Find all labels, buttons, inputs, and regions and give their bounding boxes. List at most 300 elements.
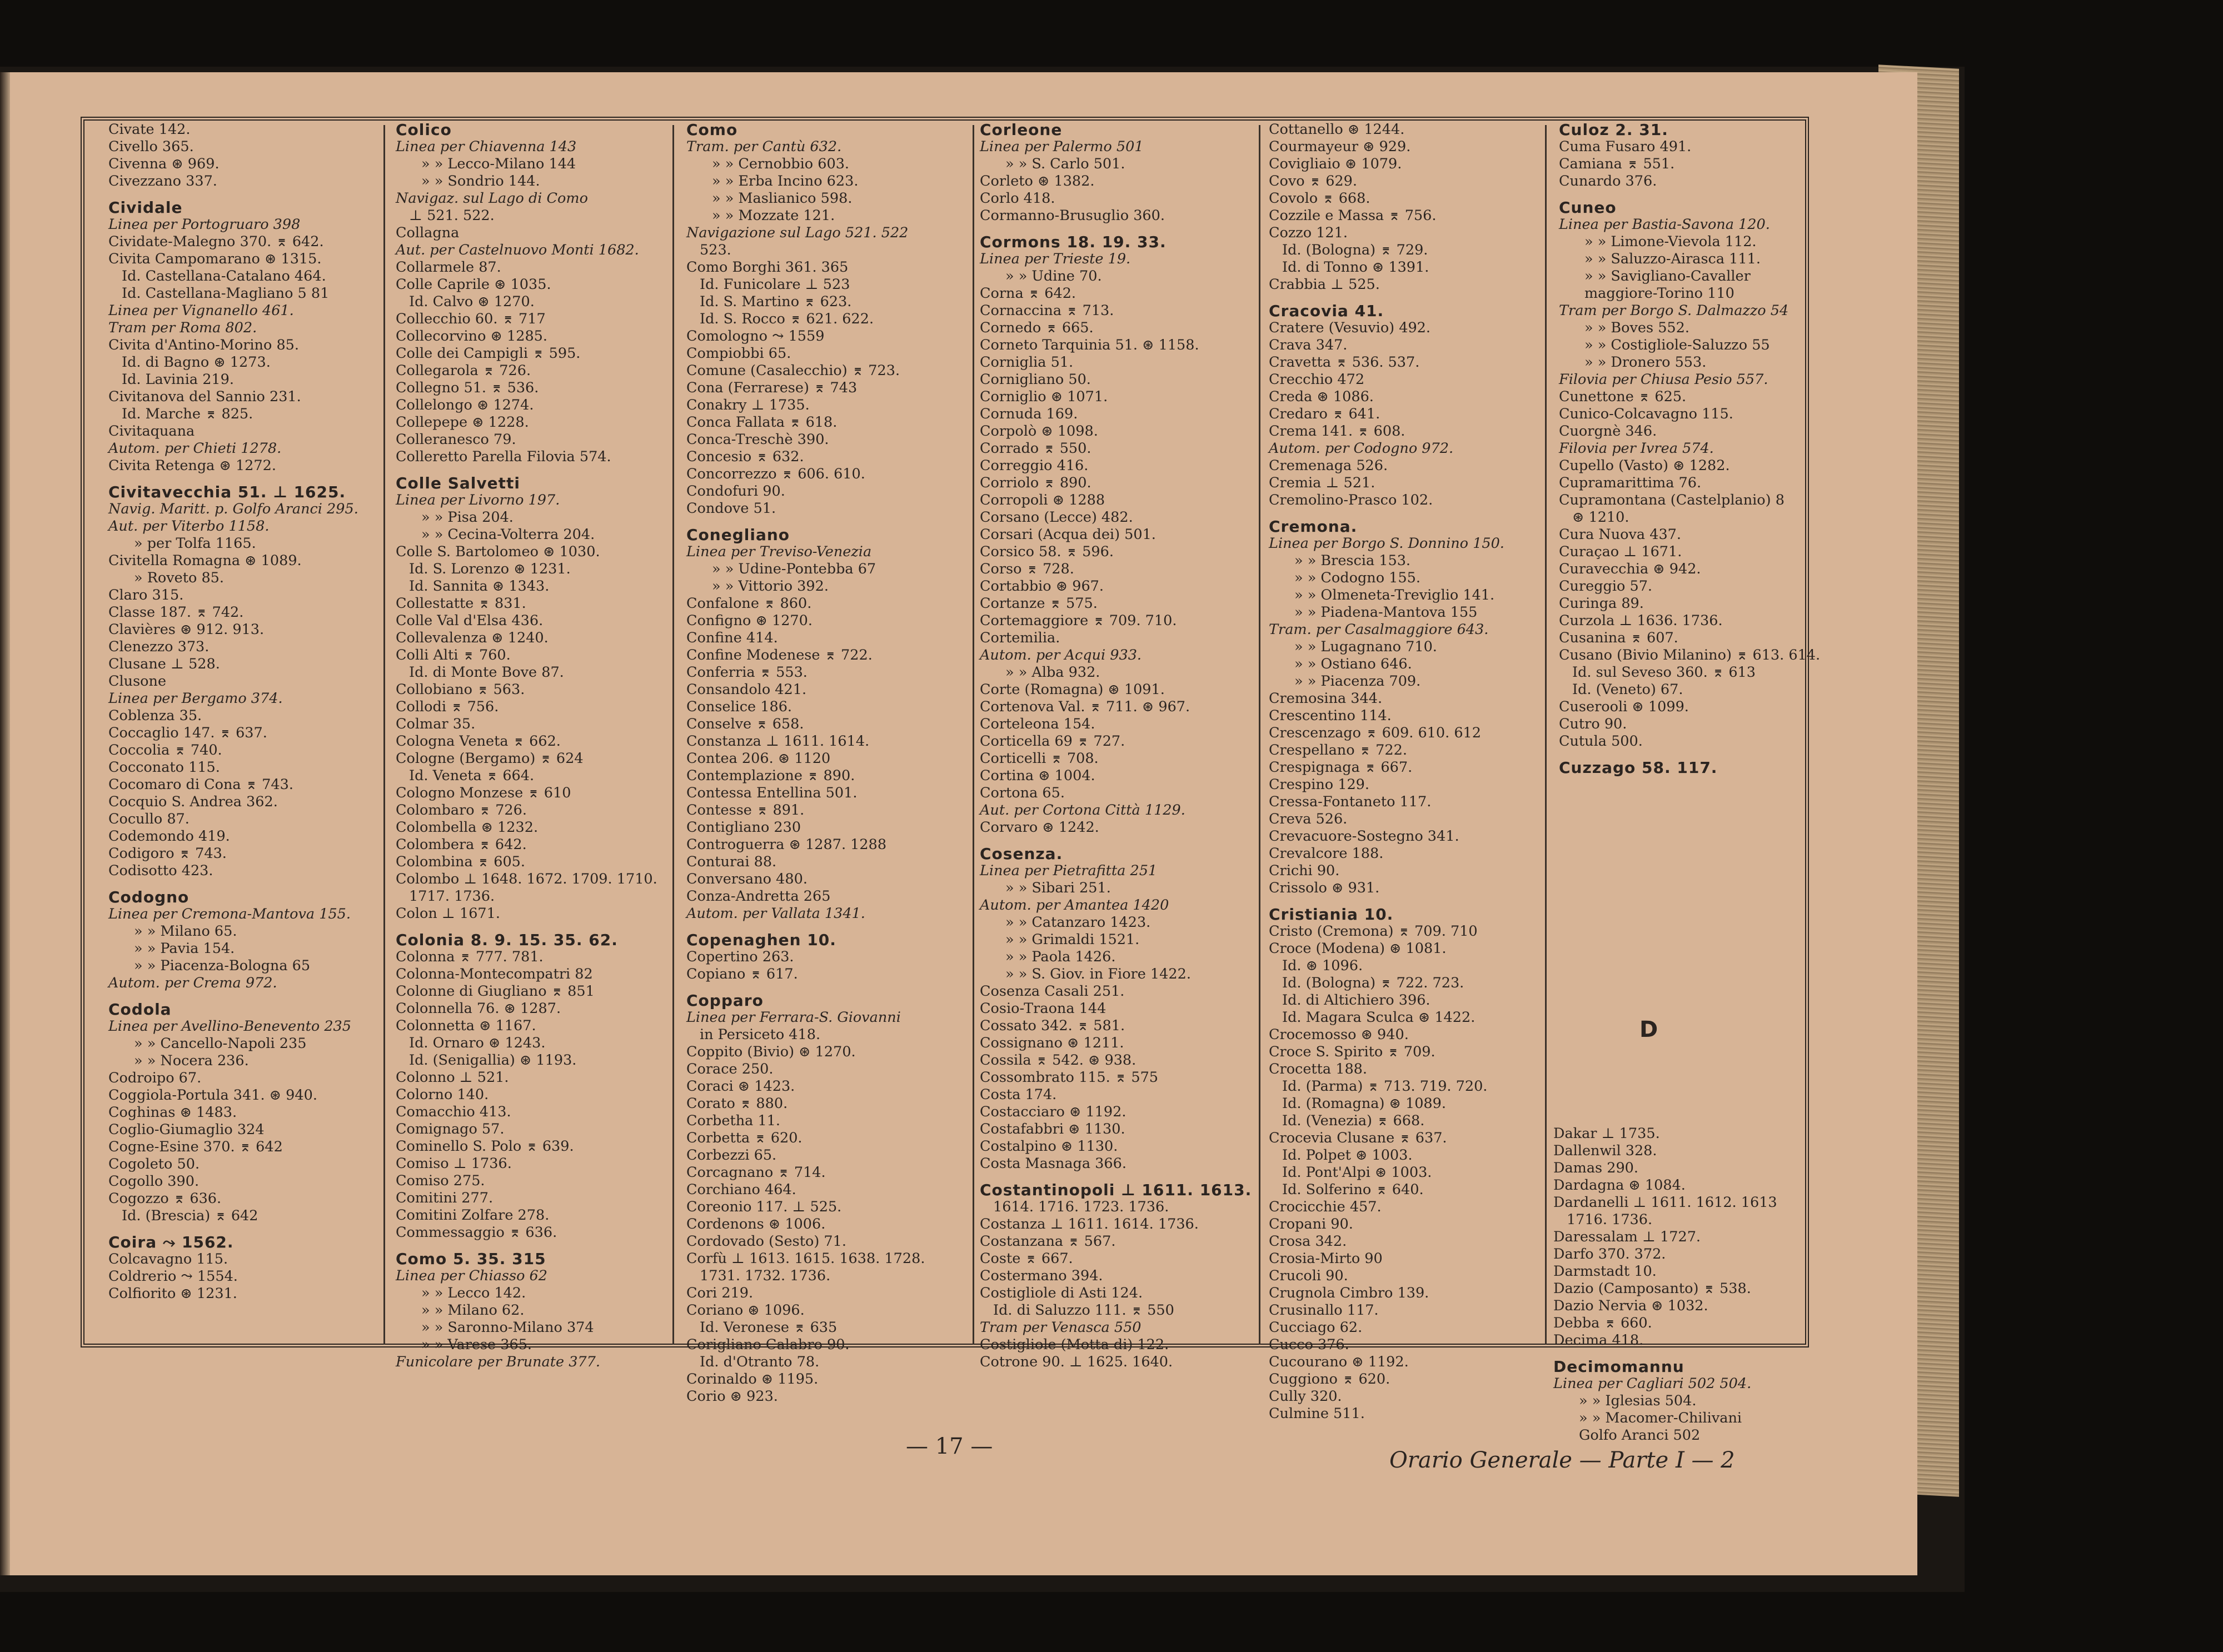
index-entry: Cornuda 169. (980, 406, 1078, 422)
index-entry: Covo ⌆ 629. (1269, 173, 1357, 189)
index-entry: Crugnola Cimbro 139. (1269, 1285, 1429, 1301)
index-entry: Colmar 35. (396, 716, 476, 732)
index-entry: Corbezzi 65. (686, 1147, 777, 1164)
index-entry: Cortemaggiore ⌆ 709. 710. (980, 612, 1177, 629)
index-entry: Civitanova del Sannio 231. (108, 388, 301, 405)
index-entry: Corato ⌆ 880. (686, 1095, 788, 1112)
index-entry: Corticella 69 ⌆ 727. (980, 733, 1125, 750)
index-entry: Id. (Senigallia) ⊛ 1193. (409, 1052, 577, 1069)
index-entry: Corpolò ⊛ 1098. (980, 423, 1098, 440)
index-entry: Autom. per Crema 972. (108, 975, 277, 991)
index-entry: Tram per Roma 802. (108, 320, 257, 336)
index-entry: Cravetta ⌆ 536. 537. (1269, 354, 1420, 371)
index-entry: ⊛ 1210. (1572, 509, 1629, 526)
index-entry: Corriolo ⌆ 890. (980, 475, 1091, 491)
index-entry: Id. (Bologna) ⌆ 729. (1282, 242, 1428, 258)
index-entry: Id. Castellana-Catalano 464. (122, 268, 326, 285)
index-entry: Cocomaro di Cona ⌆ 743. (108, 776, 293, 793)
index-entry: Comiso ⊥ 1736. (396, 1155, 512, 1172)
index-entry: Comiso 275. (396, 1172, 485, 1189)
index-entry: Cunettone ⌆ 625. (1559, 388, 1687, 405)
index-entry: 1717. 1736. (409, 888, 495, 905)
index-entry: Classe 187. ⌆ 742. (108, 604, 244, 621)
index-entry: » » Saronno-Milano 374 (421, 1319, 594, 1336)
index-entry: Comitini Zolfare 278. (396, 1207, 550, 1224)
index-entry: » » Piacenza 709. (1294, 673, 1421, 690)
index-entry: Copertino 263. (686, 949, 794, 965)
index-entry: Aut. per Cortona Città 1129. (980, 802, 1185, 818)
index-entry: Cucciago 62. (1269, 1319, 1363, 1336)
index-entry: Constanza ⊥ 1611. 1614. (686, 733, 870, 750)
index-entry: Contigliano 230 (686, 819, 801, 836)
index-entry: Corniglia 51. (980, 354, 1074, 371)
index-entry: Cortina ⊛ 1004. (980, 767, 1095, 784)
index-entry: Crosa 342. (1269, 1233, 1347, 1250)
index-entry: Contessa Entellina 501. (686, 785, 858, 801)
index-entry: Cossato 342. ⌆ 581. (980, 1017, 1125, 1034)
index-entry: Covigliaio ⊛ 1079. (1269, 156, 1402, 172)
index-entry: » » Macomer-Chilivani (1579, 1410, 1742, 1426)
index-entry: Conversano 480. (686, 871, 808, 887)
index-entry: Linea per Pietrafitta 251 (980, 862, 1158, 879)
index-entry: » » Codogno 155. (1294, 570, 1420, 586)
index-column-6 (1559, 121, 1820, 821)
index-entry: Crescentino 114. (1269, 707, 1392, 724)
index-entry: Collagna (396, 224, 460, 241)
index-heading: Cuzzago 58. 117. (1559, 758, 1718, 777)
index-entry: Corlo 418. (980, 190, 1055, 207)
index-entry: Linea per Cremona-Mantova 155. (108, 906, 351, 922)
index-entry: » » Cecina-Volterra 204. (421, 526, 595, 543)
index-entry: Contea 206. ⊛ 1120 (686, 750, 831, 767)
index-entry: Costacciaro ⊛ 1192. (980, 1104, 1127, 1120)
index-entry: » » Limone-Vievola 112. (1584, 233, 1757, 250)
index-entry: Linea per Avellino-Benevento 235 (108, 1018, 351, 1035)
index-entry: Dakar ⊥ 1735. (1553, 1125, 1660, 1142)
index-entry: Cremosina 344. (1269, 690, 1383, 707)
index-heading: Copparo (686, 991, 764, 1010)
index-entry: Cormanno-Brusuglio 360. (980, 207, 1165, 224)
index-entry: Corrado ⌆ 550. (980, 440, 1091, 457)
index-entry: Colle Val d'Elsa 436. (396, 612, 544, 629)
index-entry: Collobiano ⌆ 563. (396, 681, 525, 698)
index-heading: Civitavecchia 51. ⊥ 1625. (108, 483, 346, 501)
index-entry: » » Piadena-Mantova 155 (1294, 604, 1478, 621)
index-entry: Colleretto Parella Filovia 574. (396, 448, 611, 465)
index-entry: Cropani 90. (1269, 1216, 1353, 1232)
index-entry: Colleranesco 79. (396, 431, 516, 448)
index-entry: Colonna-Montecompatri 82 (396, 966, 593, 982)
index-entry: Cottanello ⊛ 1244. (1269, 121, 1405, 138)
index-entry: Colon ⊥ 1671. (396, 905, 500, 922)
index-entry: Decima 418. (1553, 1332, 1644, 1349)
index-entry: Damas 290. (1553, 1160, 1638, 1176)
index-entry: » » Milano 62. (421, 1302, 525, 1319)
index-entry: Corsari (Acqua dei) 501. (980, 526, 1156, 543)
index-entry: » » S. Carlo 501. (1005, 156, 1125, 172)
column-divider (1545, 125, 1547, 1345)
index-entry: Id. ⊛ 1096. (1282, 957, 1363, 974)
index-entry: Linea per Chiasso 62 (396, 1267, 547, 1284)
index-entry: Colfiorito ⊛ 1231. (108, 1285, 237, 1302)
index-entry: Clenezzo 373. (108, 638, 210, 655)
index-entry: Compiobbi 65. (686, 345, 791, 362)
index-entry: Funicolare per Brunate 377. (396, 1354, 600, 1370)
index-heading: Cormons 18. 19. 33. (980, 233, 1167, 251)
index-entry: Colombina ⌆ 605. (396, 854, 526, 870)
index-entry: Colonne di Giugliano ⌆ 851 (396, 983, 595, 1000)
index-entry: Corcagnano ⌆ 714. (686, 1164, 826, 1181)
index-entry: Corropoli ⊛ 1288 (980, 492, 1105, 508)
index-entry: Cusanina ⌆ 607. (1559, 630, 1678, 646)
index-entry: Correggio 416. (980, 457, 1089, 474)
index-entry: Id. di Bagno ⊛ 1273. (122, 354, 271, 371)
index-heading: Codola (108, 1000, 172, 1019)
index-entry: Id. Ornaro ⊛ 1243. (409, 1035, 546, 1051)
index-heading: Cosenza. (980, 845, 1063, 863)
index-heading: Colonia 8. 9. 15. 35. 62. (396, 931, 618, 949)
index-entry: Conturai 88. (686, 854, 777, 870)
index-heading: Como (686, 121, 738, 139)
index-column-4 (980, 121, 1255, 1370)
index-entry: Cucourano ⊛ 1192. (1269, 1354, 1409, 1370)
index-entry: Autom. per Chieti 1278. (108, 440, 282, 457)
column-divider (383, 125, 385, 1345)
index-entry: Colombo ⊥ 1648. 1672. 1709. 1710. (396, 871, 657, 887)
index-entry: Cutro 90. (1559, 716, 1627, 732)
index-entry: Aut. per Castelnuovo Monti 1682. (396, 242, 639, 258)
index-entry: Navigazione sul Lago 521. 522 (686, 224, 909, 241)
index-entry: Filovia per Ivrea 574. (1559, 440, 1714, 457)
index-entry: Collestatte ⌆ 831. (396, 595, 526, 612)
index-entry: Id. Magara Sculca ⊛ 1422. (1282, 1009, 1476, 1026)
index-entry: » » Olmeneta-Treviglio 141. (1294, 587, 1495, 603)
index-entry: Condove 51. (686, 500, 776, 517)
index-entry: Coglio-Giumaglio 324 (108, 1121, 265, 1138)
index-entry: Id. (Veneto) 67. (1572, 681, 1683, 698)
index-entry: Id. Marche ⌆ 825. (122, 406, 253, 422)
index-entry: » » Cancello-Napoli 235 (134, 1035, 307, 1052)
index-entry: Cortabbio ⊛ 967. (980, 578, 1104, 595)
index-entry: Costanza ⊥ 1611. 1614. 1736. (980, 1216, 1199, 1232)
index-entry: Commessaggio ⌆ 636. (396, 1224, 557, 1241)
index-entry: Courmayeur ⊛ 929. (1269, 138, 1411, 155)
index-entry: Filovia per Chiusa Pesio 557. (1559, 371, 1768, 388)
index-entry: Comitini 277. (396, 1190, 494, 1206)
index-entry: Coreonio 117. ⊥ 525. (686, 1199, 842, 1215)
index-entry: Corbetha 11. (686, 1112, 780, 1129)
index-entry: Conselice 186. (686, 698, 792, 715)
index-entry: Navig. Maritt. p. Golfo Aranci 295. (108, 501, 358, 517)
index-entry: Corniglio ⊛ 1071. (980, 388, 1108, 405)
index-entry: 1614. 1716. 1723. 1736. (993, 1199, 1169, 1215)
index-entry: » » Mozzate 121. (712, 207, 835, 224)
index-entry: » » Dronero 553. (1584, 354, 1707, 371)
index-entry: Collodi ⌆ 756. (396, 698, 499, 715)
index-heading: Cristiania 10. (1269, 905, 1394, 924)
index-column-6-d-section (1553, 1125, 1820, 1444)
index-entry: Contesse ⌆ 891. (686, 802, 805, 818)
index-entry: Crevalcore 188. (1269, 845, 1384, 862)
index-entry: » per Tolfa 1165. (134, 535, 256, 552)
index-entry: Corsano (Lecce) 482. (980, 509, 1133, 526)
index-entry: Cutula 500. (1559, 733, 1643, 750)
index-heading: Cremona. (1269, 517, 1358, 536)
index-entry: Coraci ⊛ 1423. (686, 1078, 795, 1095)
index-entry: Cremia ⊥ 521. (1269, 475, 1375, 491)
index-entry: Crocetta 188. (1269, 1061, 1368, 1077)
index-entry: Linea per Cagliari 502 504. (1553, 1375, 1752, 1392)
index-entry: Dardagna ⊛ 1084. (1553, 1177, 1686, 1194)
index-entry: » » Erba Incino 623. (712, 173, 859, 189)
index-entry: Crespignaga ⌆ 667. (1269, 759, 1413, 776)
index-entry: Crissolo ⊛ 931. (1269, 880, 1380, 896)
index-entry: Credaro ⌆ 641. (1269, 406, 1380, 422)
index-entry: 523. (700, 242, 731, 258)
index-entry: Civita Campomarano ⊛ 1315. (108, 251, 322, 267)
index-entry: Autom. per Amantea 1420 (980, 897, 1169, 914)
index-heading: Como 5. 35. 315 (396, 1250, 546, 1268)
index-entry: Crocevia Clusane ⌆ 637. (1269, 1130, 1447, 1146)
index-entry: Darfo 370. 372. (1553, 1246, 1666, 1262)
index-entry: Cureggio 57. (1559, 578, 1653, 595)
index-entry: » » Iglesias 504. (1579, 1393, 1697, 1409)
index-entry: » » Costigliole-Saluzzo 55 (1584, 337, 1770, 353)
index-entry: » » Savigliano-Cavaller (1584, 268, 1751, 285)
index-entry: Cotrone 90. ⊥ 1625. 1640. (980, 1354, 1173, 1370)
running-title: Orario Generale — Parte I — 2 (1389, 1448, 1735, 1473)
index-entry: Consandolo 421. (686, 681, 807, 698)
index-entry: Cossombrato 115. ⌆ 575 (980, 1069, 1159, 1086)
index-entry: Cozzo 121. (1269, 224, 1348, 241)
index-entry: Corigliano Calabro 90. (686, 1336, 850, 1353)
index-entry: Como Borghi 361. 365 (686, 259, 849, 276)
index-entry: Id. S. Martino ⌆ 623. (700, 293, 852, 310)
index-entry: Costermano 394. (980, 1267, 1103, 1284)
index-entry: Linea per Vignanello 461. (108, 302, 294, 319)
index-entry: Corinaldo ⊛ 1195. (686, 1371, 819, 1388)
index-entry: Corleto ⊛ 1382. (980, 173, 1095, 189)
index-entry: Colonnetta ⊛ 1167. (396, 1017, 536, 1034)
index-entry: Cogoleto 50. (108, 1156, 200, 1172)
index-entry: Cristo (Cremona) ⌆ 709. 710 (1269, 923, 1478, 940)
index-entry: Cordovado (Sesto) 71. (686, 1233, 846, 1250)
index-entry: Corneto Tarquinia 51. ⊛ 1158. (980, 337, 1199, 353)
index-entry: Conselve ⌆ 658. (686, 716, 804, 732)
index-entry: Corbetta ⌆ 620. (686, 1130, 803, 1146)
index-entry: Id. S. Rocco ⌆ 621. 622. (700, 311, 874, 327)
index-entry: Civita d'Antino-Morino 85. (108, 337, 299, 353)
index-entry: Id. S. Lorenzo ⊛ 1231. (409, 561, 571, 577)
index-entry: Cori 219. (686, 1285, 754, 1301)
index-entry: » » Grimaldi 1521. (1005, 931, 1140, 948)
index-heading: Cividale (108, 198, 183, 217)
index-entry: Costigliole (Motta di) 122. (980, 1336, 1169, 1353)
index-column-1 (108, 121, 375, 1344)
index-entry: Linea per Trieste 19. (980, 251, 1131, 267)
index-entry: Autom. per Codogno 972. (1269, 440, 1454, 457)
index-entry: Cortona 65. (980, 785, 1065, 801)
index-entry: Colle dei Campigli ⌆ 595. (396, 345, 581, 362)
index-entry: Crosia-Mirto 90 (1269, 1250, 1383, 1267)
index-entry: » » Maslianico 598. (712, 190, 853, 207)
index-entry: Colonnella 76. ⊛ 1287. (396, 1000, 561, 1017)
index-entry: Id. Lavinia 219. (122, 371, 234, 388)
index-entry: Confalone ⌆ 860. (686, 595, 812, 612)
index-entry: Curavecchia ⊛ 942. (1559, 561, 1701, 577)
index-entry: Cressa-Fontaneto 117. (1269, 793, 1432, 810)
index-column-5 (1269, 121, 1541, 1422)
index-entry: Coste ⌆ 667. (980, 1250, 1073, 1267)
index-entry: » » Sibari 251. (1005, 880, 1111, 896)
index-entry: Cossila ⌆ 542. ⊛ 938. (980, 1052, 1137, 1069)
index-entry: Costa 174. (980, 1086, 1057, 1103)
index-entry: in Persiceto 418. (700, 1026, 821, 1043)
index-entry: Cupramontana (Castelplanio) 8 (1559, 492, 1785, 508)
index-entry: » » S. Giov. in Fiore 1422. (1005, 966, 1191, 982)
index-entry: Cucco 376. (1269, 1336, 1349, 1353)
index-entry: Tram per Venasca 550 (980, 1319, 1142, 1336)
index-entry: Cocconato 115. (108, 759, 220, 776)
index-entry: Collecorvino ⊛ 1285. (396, 328, 548, 345)
index-entry: Corsico 58. ⌆ 596. (980, 543, 1114, 560)
index-entry: Costa Masnaga 366. (980, 1155, 1127, 1172)
index-entry: Civita Retenga ⊛ 1272. (108, 457, 276, 474)
index-entry: Id. Funicolare ⊥ 523 (700, 276, 850, 293)
index-entry: » » Nocera 236. (134, 1052, 249, 1069)
index-entry: Costafabbri ⊛ 1130. (980, 1121, 1125, 1137)
column-divider (1259, 125, 1260, 1345)
index-entry: Comignago 57. (396, 1121, 505, 1137)
index-entry: » » Sondrio 144. (421, 173, 540, 189)
index-entry: Tram per Borgo S. Dalmazzo 54 (1559, 302, 1789, 319)
index-entry: Colombaro ⌆ 726. (396, 802, 527, 818)
index-entry: maggiore-Torino 110 (1584, 285, 1734, 302)
index-entry: Controguerra ⊛ 1287. 1288 (686, 836, 887, 853)
index-entry: » » Lecco-Milano 144 (421, 156, 576, 172)
index-entry: Conca Fallata ⌆ 618. (686, 414, 838, 431)
index-entry: Linea per Palermo 501 (980, 138, 1144, 155)
index-entry: Colombella ⊛ 1232. (396, 819, 539, 836)
index-entry: Codisotto 423. (108, 862, 213, 879)
index-entry: Collepepe ⊛ 1228. (396, 414, 529, 431)
index-entry: Collegno 51. ⌆ 536. (396, 380, 539, 396)
index-entry: ⊥ 521. 522. (409, 207, 495, 224)
index-entry: Croce S. Spirito ⌆ 709. (1269, 1044, 1436, 1060)
index-entry: Civitaquana (108, 423, 195, 440)
index-entry: » » Boves 552. (1584, 320, 1689, 336)
index-entry: Coppito (Bivio) ⊛ 1270. (686, 1044, 856, 1060)
index-entry: Curaçao ⊥ 1671. (1559, 543, 1682, 560)
index-entry: Cosio-Traona 144 (980, 1000, 1106, 1017)
index-entry: » » Ostiano 646. (1294, 656, 1412, 672)
index-entry: Dallenwil 328. (1553, 1142, 1657, 1159)
index-entry: » » Lugagnano 710. (1294, 638, 1437, 655)
index-entry: Cocquio S. Andrea 362. (108, 793, 278, 810)
index-entry: » » Milano 65. (134, 923, 237, 940)
index-entry: Codigoro ⌆ 743. (108, 845, 227, 862)
index-entry: Crevacuore-Sostegno 341. (1269, 828, 1459, 845)
index-entry: Coccaglio 147. ⌆ 637. (108, 725, 267, 741)
index-entry: Concorrezzo ⌆ 606. 610. (686, 466, 865, 482)
index-heading: Colle Salvetti (396, 474, 520, 492)
index-entry: Cunico-Colcavagno 115. (1559, 406, 1733, 422)
index-entry: Id. (Venezia) ⌆ 668. (1282, 1112, 1425, 1129)
index-entry: Crichi 90. (1269, 862, 1340, 879)
index-entry: Id. Pont'Alpi ⊛ 1003. (1282, 1164, 1432, 1181)
index-entry: Collevalenza ⊛ 1240. (396, 630, 549, 646)
index-entry: Dazio Nervia ⊛ 1032. (1553, 1297, 1708, 1314)
index-entry: Navigaz. sul Lago di Como (396, 190, 588, 207)
index-entry: Crema 141. ⌆ 608. (1269, 423, 1405, 440)
index-entry: Cosenza Casali 251. (980, 983, 1125, 1000)
index-entry: Cornaccina ⌆ 713. (980, 302, 1114, 319)
index-entry: Clusone (108, 673, 167, 690)
index-entry: Id. di Saluzzo 111. ⌆ 550 (993, 1302, 1174, 1319)
index-entry: Crucoli 90. (1269, 1267, 1348, 1284)
index-entry: Colonna ⌆ 777. 781. (396, 949, 544, 965)
index-entry: Linea per Livorno 197. (396, 492, 560, 508)
index-entry: Costanzana ⌆ 567. (980, 1233, 1116, 1250)
index-entry: Autom. per Acqui 933. (980, 647, 1142, 663)
index-column-2 (396, 121, 665, 1370)
index-entry: Cossignano ⊛ 1211. (980, 1035, 1124, 1051)
index-entry: Coggiola-Portula 341. ⊛ 940. (108, 1087, 317, 1104)
index-entry: Camiana ⌆ 551. (1559, 156, 1675, 172)
index-entry: Curzola ⊥ 1636. 1736. (1559, 612, 1723, 629)
index-entry: Cogne-Esine 370. ⌆ 642 (108, 1139, 283, 1155)
index-entry: Darmstadt 10. (1553, 1263, 1657, 1280)
index-entry: Cologne (Bergamo) ⌆ 624 (396, 750, 584, 767)
index-entry: Codemondo 419. (108, 828, 230, 845)
index-entry: Cordenons ⊛ 1006. (686, 1216, 826, 1232)
index-heading: Copenaghen 10. (686, 931, 836, 949)
index-entry: Configno ⊛ 1270. (686, 612, 813, 629)
index-entry: Dazio (Camposanto) ⌆ 538. (1553, 1280, 1751, 1297)
index-entry: » » Saluzzo-Airasca 111. (1584, 251, 1761, 267)
index-entry: Corso ⌆ 728. (980, 561, 1074, 577)
index-entry: Id. Veneta ⌆ 664. (409, 767, 535, 784)
index-entry: Corte (Romagna) ⊛ 1091. (980, 681, 1165, 698)
index-entry: Id. di Tonno ⊛ 1391. (1282, 259, 1429, 276)
index-entry: Confine 414. (686, 630, 778, 646)
index-entry: Comologno ⤳ 1559 (686, 328, 825, 345)
index-heading: Decimomannu (1553, 1357, 1684, 1376)
index-entry: Id. (Brescia) ⌆ 642 (122, 1207, 258, 1224)
index-entry: Creda ⊛ 1086. (1269, 388, 1374, 405)
index-entry: Crava 347. (1269, 337, 1348, 353)
index-entry: Crecchio 472 (1269, 371, 1365, 388)
index-entry: Linea per Chiavenna 143 (396, 138, 577, 155)
index-entry: Id. (Romagna) ⊛ 1089. (1282, 1095, 1446, 1112)
index-entry: Collegarola ⌆ 726. (396, 362, 531, 379)
index-entry: Cornigliano 50. (980, 371, 1091, 388)
index-entry: Colle Caprile ⊛ 1035. (396, 276, 551, 293)
index-entry: Covolo ⌆ 668. (1269, 190, 1370, 207)
index-entry: 1731. 1732. 1736. (700, 1267, 831, 1284)
index-entry: Collecchio 60. ⌆ 717 (396, 311, 546, 327)
index-entry: Costigliole di Asti 124. (980, 1285, 1143, 1301)
index-entry: Cogollo 390. (108, 1173, 200, 1190)
index-entry: Cornedo ⌆ 665. (980, 320, 1094, 336)
index-entry: Culmine 511. (1269, 1405, 1365, 1422)
index-entry: Croce (Modena) ⊛ 1081. (1269, 940, 1447, 957)
index-entry: Conca-Treschè 390. (686, 431, 829, 448)
index-entry: » » Lecco 142. (421, 1285, 526, 1301)
index-entry: Conferria ⌆ 553. (686, 664, 808, 681)
page-number: — 17 — (906, 1434, 993, 1459)
index-entry: Concesio ⌆ 632. (686, 448, 804, 465)
